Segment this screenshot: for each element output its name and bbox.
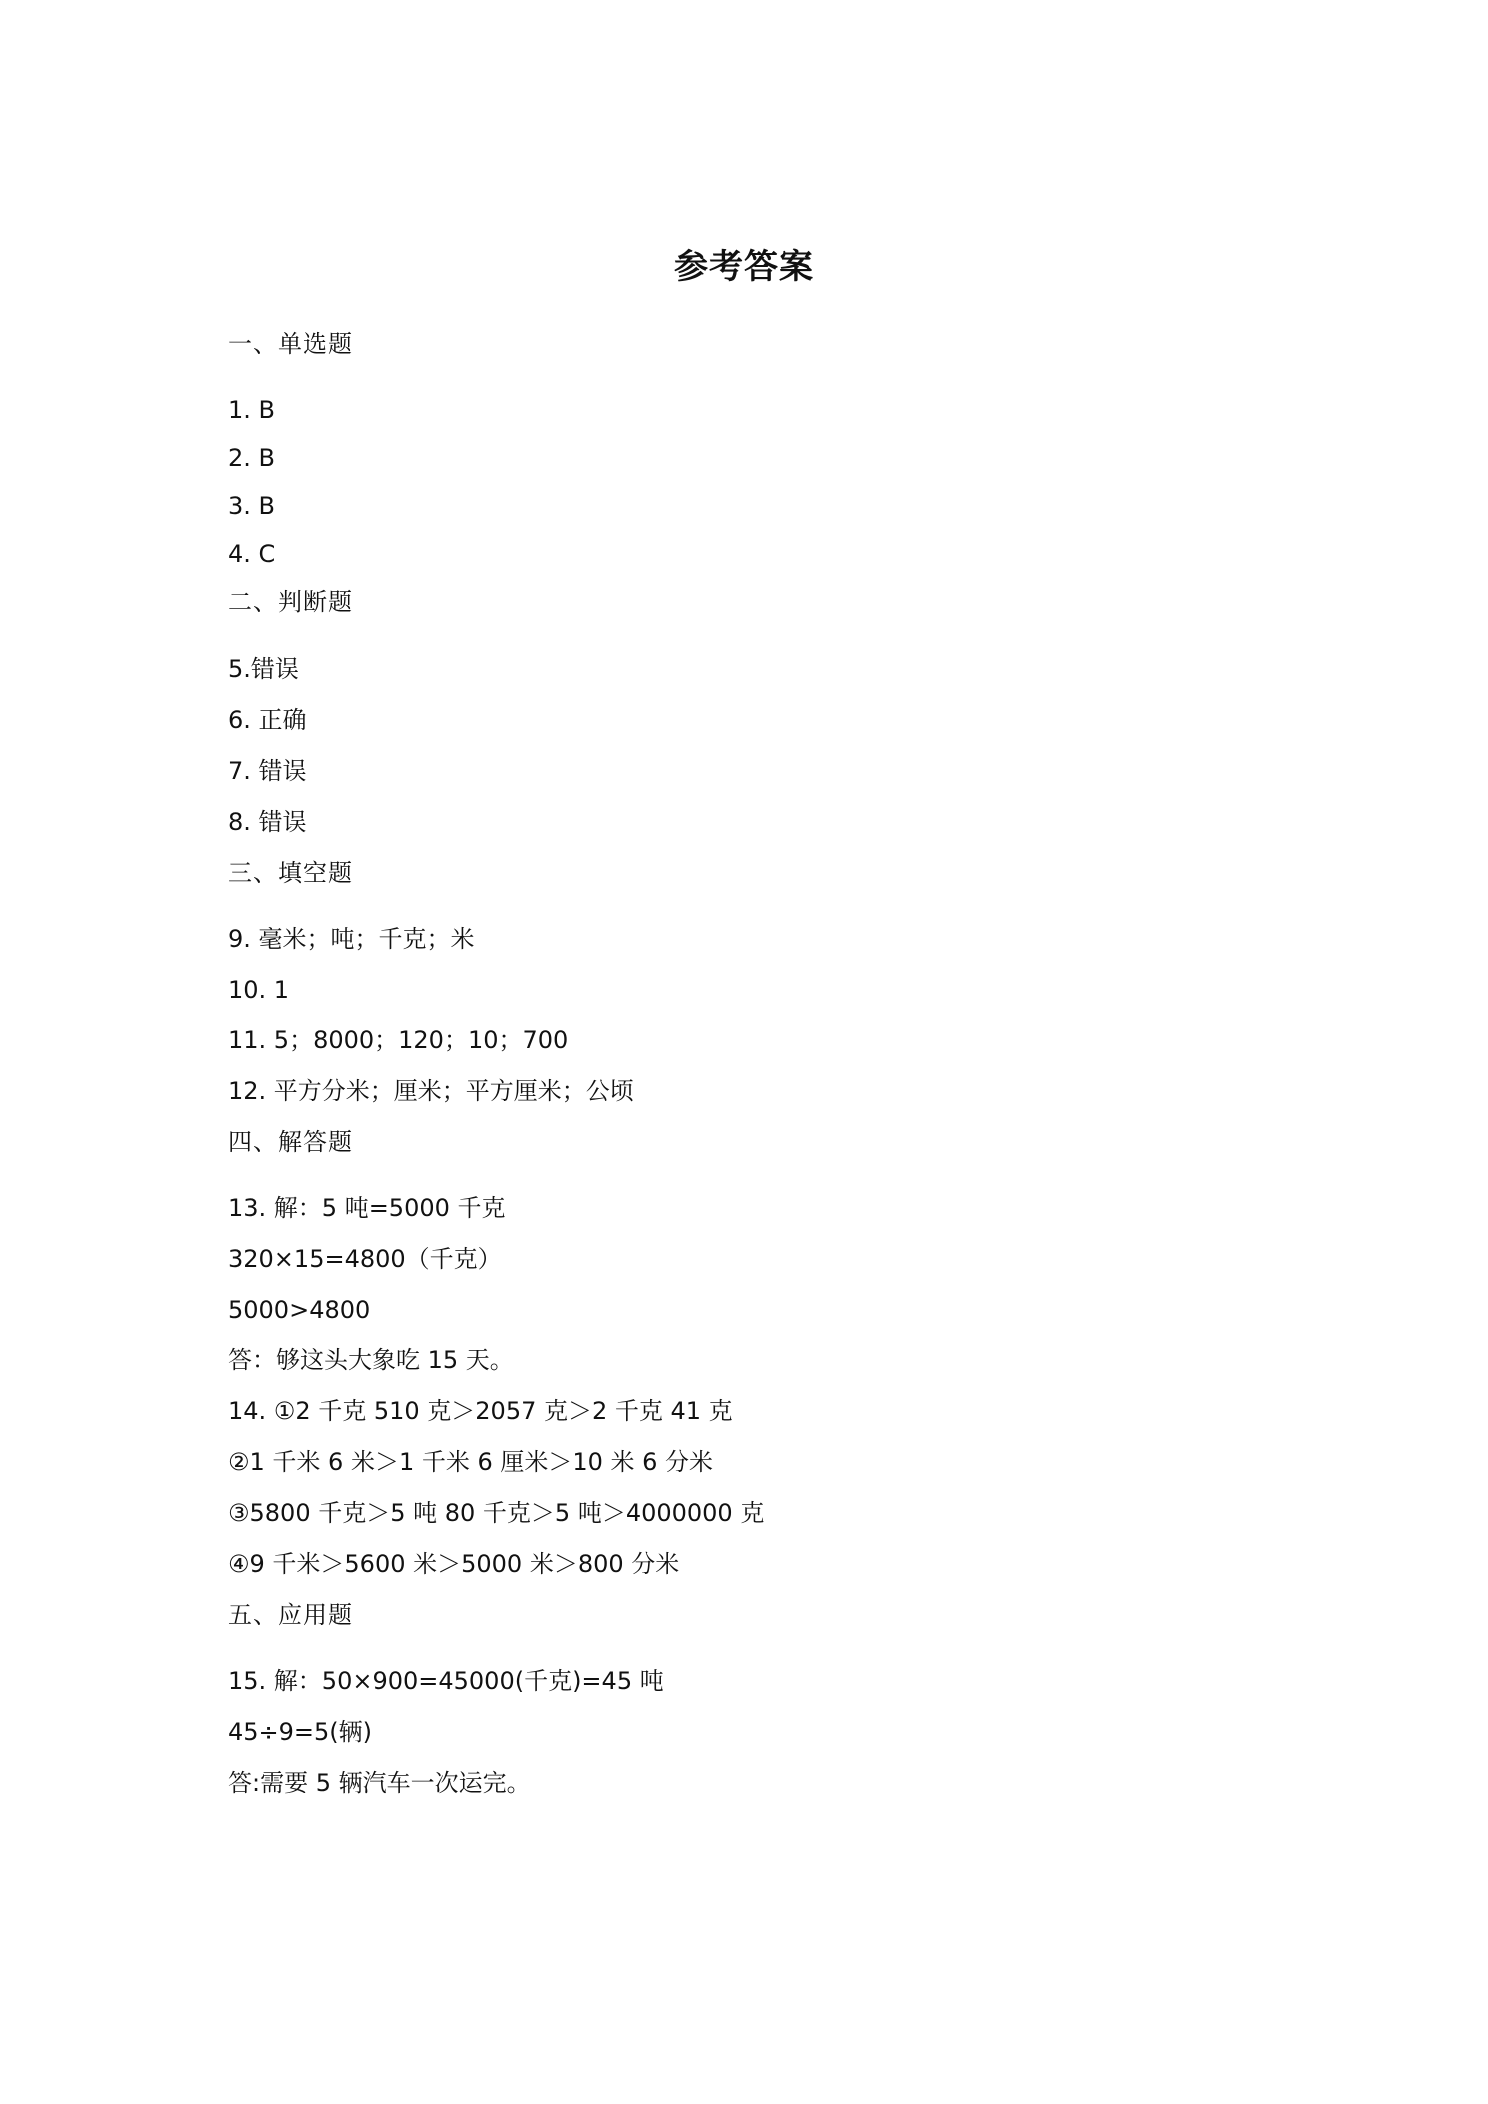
answer-line: ④9 千米＞5600 米＞5000 米＞800 分米 [228, 1550, 680, 1578]
answer-line: 5.错误 [228, 655, 299, 683]
answer-line: 8. 错误 [228, 808, 307, 836]
answer-line: 6. 正确 [228, 706, 307, 734]
answer-line: 3. B [228, 492, 275, 520]
section-heading-true-false: 二、判断题 [228, 588, 353, 616]
answer-line: 15. 解：50×900=45000(千克)=45 吨 [228, 1667, 664, 1695]
answer-line: 45÷9=5(辆) [228, 1718, 373, 1746]
answer-line: 320×15=4800（千克） [228, 1245, 502, 1273]
answer-line: 5000>4800 [228, 1296, 371, 1324]
answer-line: 2. B [228, 444, 275, 472]
page-title: 参考答案 [674, 247, 814, 287]
answer-line: 12. 平方分米；厘米；平方厘米；公顷 [228, 1077, 634, 1105]
answer-line: 答：够这头大象吃 15 天。 [228, 1346, 514, 1374]
answer-line: ②1 千米 6 米＞1 千米 6 厘米＞10 米 6 分米 [228, 1448, 714, 1476]
answer-line: 14. ①2 千克 510 克＞2057 克＞2 千克 41 克 [228, 1397, 733, 1425]
section-heading-single-choice: 一、单选题 [228, 330, 353, 358]
answer-line: 答:需要 5 辆汽车一次运完。 [228, 1769, 531, 1797]
section-heading-fill-blank: 三、填空题 [228, 859, 353, 887]
answer-line: 4. C [228, 540, 276, 568]
answer-line: 7. 错误 [228, 757, 307, 785]
section-heading-application: 五、应用题 [228, 1601, 353, 1629]
answer-line: ③5800 千克＞5 吨 80 千克＞5 吨＞4000000 克 [228, 1499, 765, 1527]
answer-line: 1. B [228, 396, 275, 424]
answer-line: 10. 1 [228, 976, 290, 1004]
answer-line: 9. 毫米；吨；千克；米 [228, 925, 475, 953]
answer-line: 11. 5；8000；120；10；700 [228, 1026, 569, 1054]
answer-line: 13. 解：5 吨=5000 千克 [228, 1194, 506, 1222]
section-heading-solve: 四、解答题 [228, 1128, 353, 1156]
